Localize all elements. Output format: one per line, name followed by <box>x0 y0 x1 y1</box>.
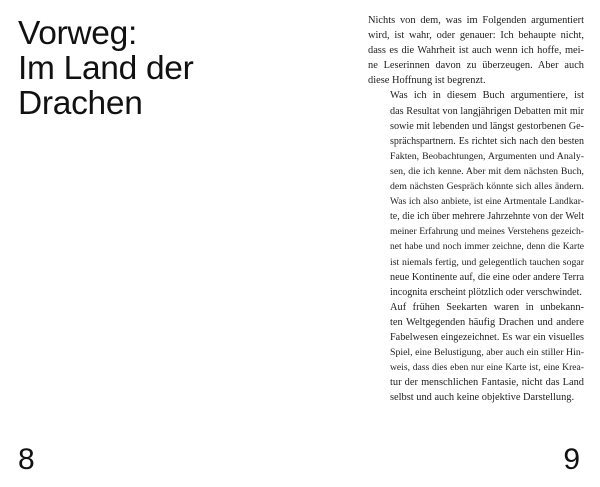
text-line: dem nächsten Gespräch könnte sich alles ändern. <box>390 181 584 193</box>
text-line: Was ich in diesem Buch argumentiere, ist <box>390 90 584 102</box>
text-line: te, die ich über mehrere Jahrzehnte von der Welt <box>390 211 584 223</box>
text-line: Nichts von dem, was im Folgenden argumentiert <box>368 15 584 26</box>
page-number-left: 8 <box>18 443 35 476</box>
text-line: tur der menschlichen Fantasie, nicht das Land <box>390 377 584 389</box>
chapter-title-line: Drachen <box>18 85 143 122</box>
text-line: Was ich also anbiete, ist eine Artmentale Landkar- <box>390 196 584 208</box>
text-line: Auf frühen Seekarten waren in unbekann- <box>390 301 584 313</box>
chapter-title-line: Im Land der <box>18 50 194 87</box>
text-line: sprächspartnern. Es richtet sich nach den besten <box>390 135 584 147</box>
text-line: incognita erscheint plötzlich oder verschwindet. <box>390 286 582 298</box>
chapter-title-line: Vorweg: <box>18 15 137 52</box>
text-line: Fakten, Beobachtungen, Argumenten und Analy- <box>390 150 584 162</box>
text-line: ist niemals fertig, und gelegentlich tauchen sogar <box>390 256 584 268</box>
text-line: diese Hoffnung ist begrenzt. <box>368 75 486 87</box>
text-line: ten Weltgegenden häufig Drachen und andere <box>390 316 584 328</box>
text-line: net habe und noch immer zeichne, denn die Karte <box>390 241 584 253</box>
text-line: das Resultat von langjährigen Debatten mit mir <box>390 105 584 117</box>
text-line: sowie mit lebenden und längst gestorbenen Ge- <box>390 120 584 132</box>
text-line: Fabelwesen eingezeichnet. Es war ein visuelles <box>390 331 584 343</box>
text-line: selbst und auch keine objektive Darstellung. <box>390 392 575 404</box>
paragraph <box>368 88 584 299</box>
paragraph <box>368 300 584 406</box>
chapter-title <box>18 16 288 121</box>
text-line: meiner Erfahrung und meines Verstehens gezeich- <box>390 226 584 238</box>
paragraph <box>368 13 584 88</box>
body-text <box>368 13 584 405</box>
text-line: sen, die ich kenne. Aber mit dem nächsten Buch, <box>390 165 584 177</box>
text-line: neue Kontinente auf, die eine oder andere Terra <box>390 271 584 283</box>
right-page <box>300 0 600 487</box>
text-line: ne Leserinnen davon zu überzeugen. Aber auch <box>368 60 584 72</box>
page-number-right: 9 <box>563 443 580 476</box>
text-line: dass es die Wahrheit ist auch wenn ich hoffe, mei- <box>368 45 584 57</box>
text-line: wird, ist wahr, oder genauer: Ich behaupte nicht, <box>368 30 584 42</box>
text-line: weis, dass dies eben nur eine Karte ist, eine Krea- <box>390 362 584 374</box>
text-line: Spiel, eine Belustigung, aber auch ein stiller Hin- <box>390 347 584 359</box>
